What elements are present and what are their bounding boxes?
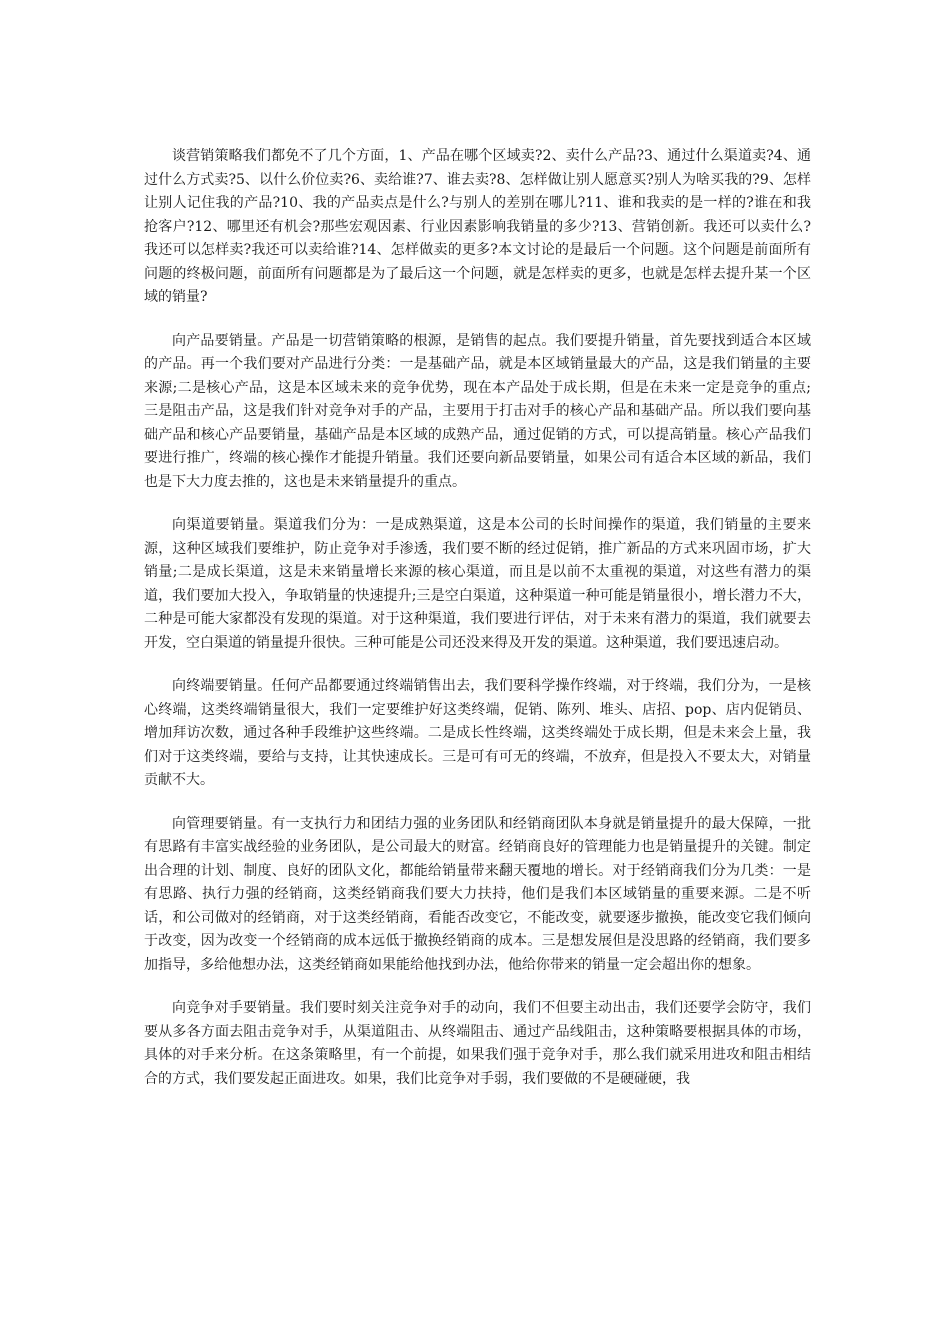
- paragraph-terminal: 向终端要销量。任何产品都要通过终端销售出去，我们要科学操作终端，对于终端，我们分为，一是核心终端，这类终端销量很大，我们一定要维护好这类终端，促销、陈列、堆头、店招、pop、店内促销员、增加拜访次数，通过各种手段维护这些终端。二是成长性终端，这类终端处于成长期，但是未来会上量，我们对于这类终端，要给与支持，让其快速成长。三是可有可无的终端，不放弃，但是投入不要太大，对销量贡献不大。: [144, 678, 811, 788]
- paragraph-competitor: 向竞争对手要销量。我们要时刻关注竞争对手的动向，我们不但要主动出击，我们还要学会防守，我们要从多各方面去阻击竞争对手，从渠道阻击、从终端阻击、通过产品线阻击，这种策略要根据具体的市场，具体的对手来分析。在这条策略里，有一个前提，如果我们强于竞争对手，那么我们就采用进攻和阻击相结合的方式，我们要发起正面进攻。如果，我们比竞争对手弱，我们要做的不是硬碰硬，我: [144, 1000, 811, 1087]
- document-body: [144, 145, 811, 1111]
- paragraph-channel: 向渠道要销量。渠道我们分为：一是成熟渠道，这是本公司的长时间操作的渠道，我们销量的主要来源，这种区域我们要维护，防止竞争对手渗透，我们要不断的经过促销，推广新品的方式来巩固市场，扩大销量;二是成长渠道，这是未来销量增长来源的核心渠道，而且是以前不太重视的渠道，对这些有潜力的渠道，我们要加大投入，争取销量的快速提升;三是空白渠道，这种渠道一种可能是销量很小，增长潜力不大，二种是可能大家都没有发现的渠道。对于这种渠道，我们要进行评估，对于未来有潜力的渠道，我们就要去开发，空白渠道的销量提升很快。三种可能是公司还没来得及开发的渠道。这种渠道，我们要迅速启动。: [144, 517, 811, 651]
- paragraph-management: 向管理要销量。有一支执行力和团结力强的业务团队和经销商团队本身就是销量提升的最大保障，一批有思路有丰富实战经验的业务团队，是公司最大的财富。经销商良好的管理能力也是销量提升的关键。制定出合理的计划、制度、良好的团队文化，都能给销量带来翻天覆地的增长。对于经销商我们分为几类：一是有思路、执行力强的经销商，这类经销商我们要大力扶持，他们是我们本区域销量的重要来源。二是不听话，和公司做对的经销商，对于这类经销商，看能否改变它，不能改变，就要逐步撤换，能改变它我们倾向于改变，因为改变一个经销商的成本远低于撤换经销商的成本。三是想发展但是没思路的经销商，我们要多加指导，多给他想办法，这类经销商如果能给他找到办法，他给你带来的销量一定会超出你的想象。: [144, 815, 811, 973]
- paragraph-intro: 谈营销策略我们都免不了几个方面，1、产品在哪个区域卖?2、卖什么产品?3、通过什么渠道卖?4、通过什么方式卖?5、以什么价位卖?6、卖给谁?7、谁去卖?8、怎样做让别人愿意买?别人为啥买我的?9、怎样让别人记住我的产品?10、我的产品卖点是什么?与别人的差别在哪儿?11、谁和我卖的是一样的?谁在和我抢客户?12、哪里还有机会?那些宏观因素、行业因素影响我销量的多少?13、营销创新。我还可以卖什么?我还可以怎样卖?我还可以卖给谁?14、怎样做卖的更多?本文讨论的是最后一个问题。这个问题是前面所有问题的终极问题，前面所有问题都是为了最后这一个问题，就是怎样卖的更多，也就是怎样去提升某一个区域的销量?: [144, 148, 811, 305]
- paragraph-product: 向产品要销量。产品是一切营销策略的根源，是销售的起点。我们要提升销量，首先要找到适合本区域的产品。再一个我们要对产品进行分类：一是基础产品，就是本区域销量最大的产品，这是我们销量的主要来源;二是核心产品，这是本区域未来的竞争优势，现在本产品处于成长期，但是在未来一定是竞争的重点;三是阻击产品，这是我们针对竞争对手的产品，主要用于打击对手的核心产品和基础产品。所以我们要向基础产品和核心产品要销量，基础产品是本区域的成熟产品，通过促销的方式，可以提高销量。核心产品我们要进行推广，终端的核心操作才能提升销量。我们还要向新品要销量，如果公司有适合本区域的新品，我们也是下大力度去推的，这也是未来销量提升的重点。: [144, 332, 811, 490]
